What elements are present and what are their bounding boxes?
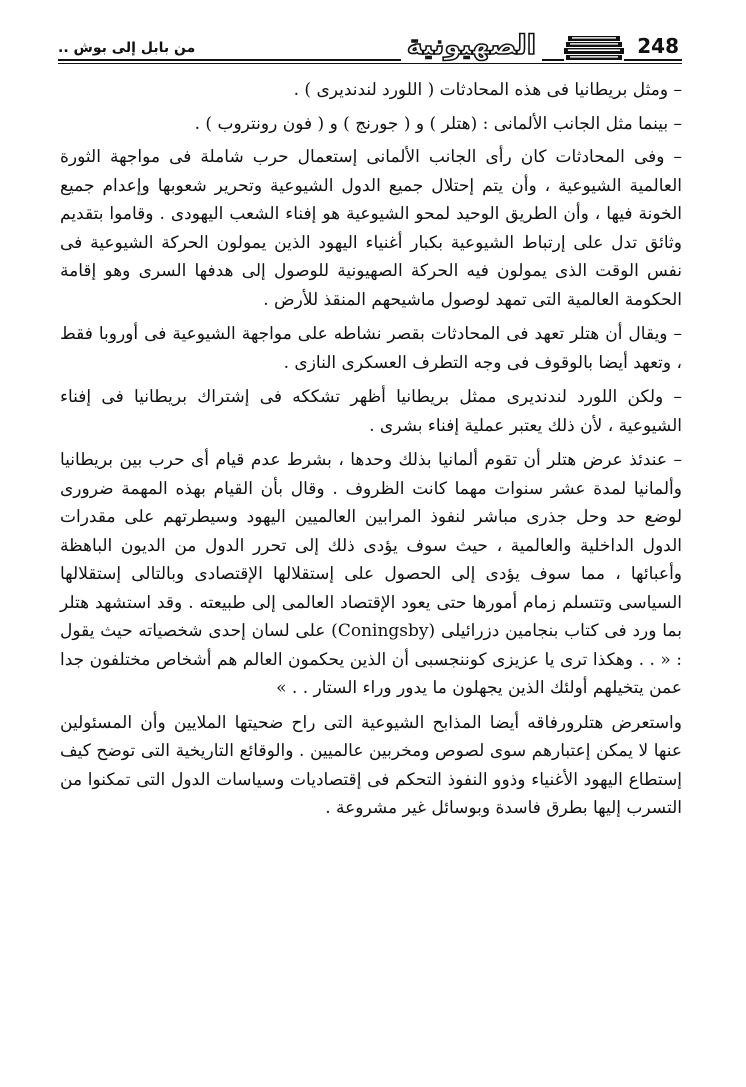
stacked-books-icon bbox=[564, 34, 624, 62]
header-rule-thin bbox=[58, 63, 682, 64]
body-text bbox=[60, 76, 682, 823]
paragraph: – ولكن اللورد لندنديرى ممثل بريطانيا أظهر تشككه فى إشتراك بريطانيا فى إفناء الشيوعية ، لأن ذلك يعتبر عملية إفناء بشرى . bbox=[60, 387, 682, 436]
running-subtitle: .. من بابل إلى بوش bbox=[58, 38, 201, 58]
paragraph: – بينما مثل الجانب الألمانى : (هتلر ) و ( جورنج ) و ( فون رونتروب ) . bbox=[194, 113, 682, 134]
running-title: الصهيونية bbox=[401, 30, 542, 62]
paragraph: واستعرض هتلرورفاقه أيضا المذابح الشيوعية التى راح ضحيتها الملايين وأن المسئولين عنها لا يمكن إعتبارهم سوى لصوص ومخربين عالميين . والوقائع التاريخية التى توضح كيف إستطاع اليهود الأغنياء وذوو النفوذ التحكم فى إقتصاديات وسياسات الدول التى تمكنوا من التسرب إليها بطرق فاسدة وبوسائل غير مشروعة . bbox=[60, 712, 682, 818]
page-header bbox=[58, 26, 682, 70]
paragraph: – عندئذ عرض هتلر أن تقوم ألمانيا بذلك وحدها ، بشرط عدم قيام أى حرب بين بريطانيا وألمانيا لمدة عشر سنوات مهما كانت الظروف . وقال بأن القيام بهذه المهمة ضرورى لوضع حد وحل جذرى مباشر لنفوذ المرابين العالميين اليهود وسيطرتهم على مقدرات الدول الداخلية والعالمية ، حيث سوف يؤدى ذلك إلى تحرر الدول من الديون الباهظة وأعبائها ، مما سوف يؤدى إلى الحصول على إستقلالها الإقتصادى وبالتالى إستقلالها السياسى وتتسلم زمام أمورها حتى يعود الإقتصاد العالمى إلى طبيعته . وقد استشهد هتلر بما ورد فى كتاب بنجامين دزرائيلى (Coningsby) على لسان إحدى شخصياته حيث يقول : « . . وهكذا ترى يا عزيزى كوننجسبى أن الذين يحكمون العالم هم أشخاص مختلفون جدا عمن يتخيلهم أولئك الذين يجهلون ما يدور وراء الستار . . » bbox=[60, 450, 682, 698]
paragraph: – ومثل بريطانيا فى هذه المحادثات ( اللورد لندنديرى ) . bbox=[293, 80, 682, 100]
page-number: 248 bbox=[633, 33, 682, 59]
paragraph: – وفى المحادثات كان رأى الجانب الألمانى إستعمال حرب شاملة فى مواجهة الثورة العالمية الشيوعية ، وأن يتم إحتلال جميع الدول الشيوعية وتحرير شعوبها وإعدام جميع الخونة فيها ، وأن الطريق الوحيد لمحو الشيوعية هو إفناء الشعب اليهودى . وقاموا بتقديم وثائق تدل على إرتباط الشيوعية بكبار أغنياء اليهود الذين يمولون الحركة الشيوعية فى نفس الوقت الذى يمولون فيه الحركة الصهيونية للوصول إلى هدفها السرى وهو إقامة الحكومة العالمية التى تمهد لوصول ماشيحهم المنقذ للأرض . bbox=[60, 147, 682, 310]
paragraph: – ويقال أن هتلر تعهد فى المحادثات بقصر نشاطه على مواجهة الشيوعية فى أوروبا فقط ، وتعهد أيضا بالوقوف فى وجه التطرف العسكرى النازى . bbox=[60, 324, 682, 373]
